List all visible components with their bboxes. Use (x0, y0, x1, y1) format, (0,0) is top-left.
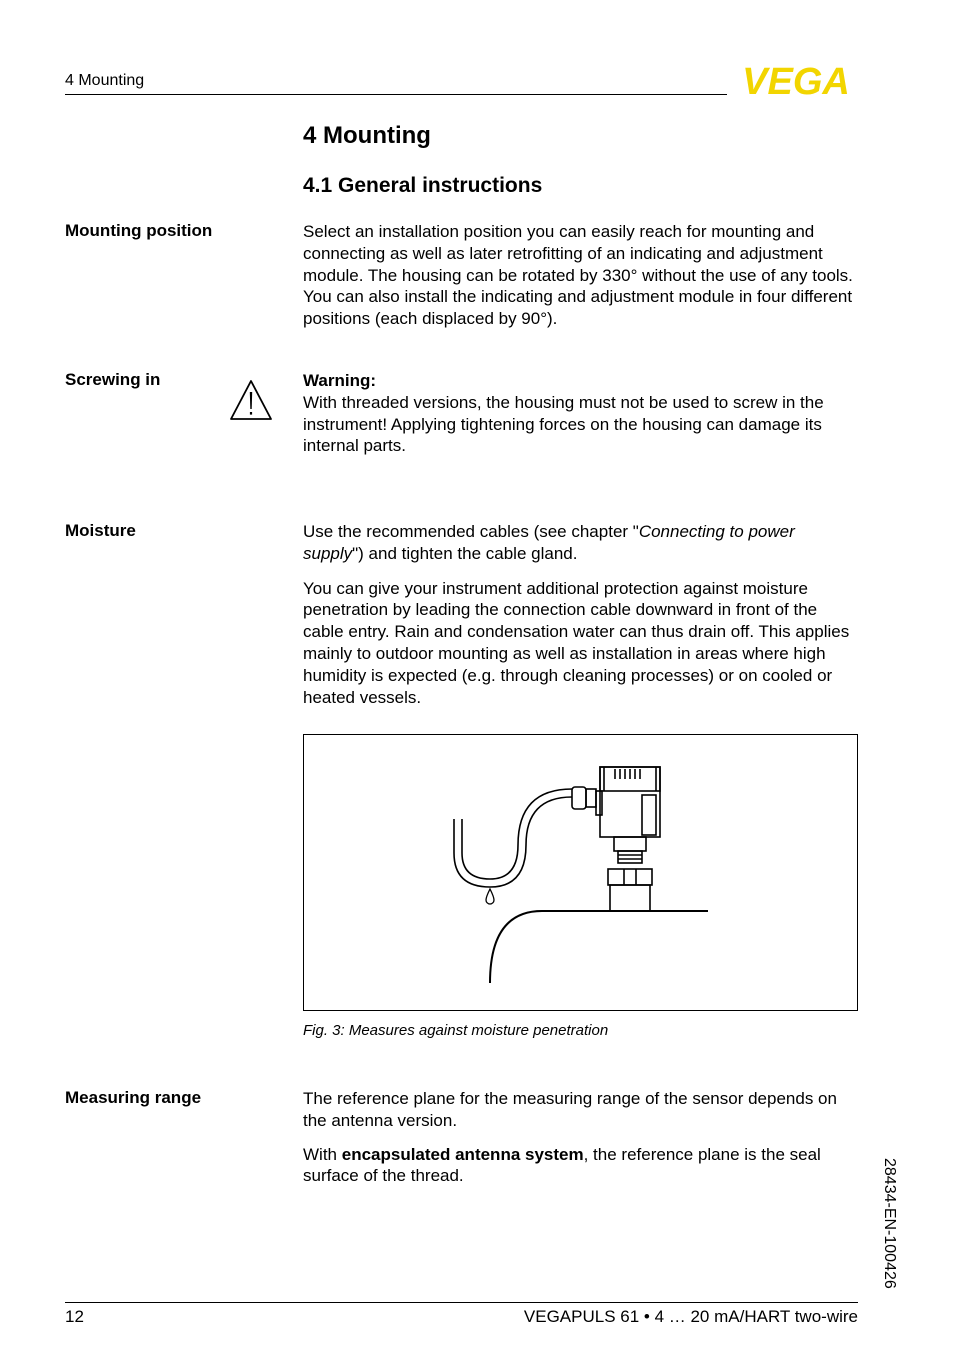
mounting-position-label: Mounting position (65, 221, 213, 240)
moisture-paragraph-1: Use the recommended cables (see chapter "Connecting to power supply") and tighten the cable gland. (303, 522, 795, 563)
vega-logo (734, 64, 858, 98)
figure-moisture-penetration (303, 734, 858, 1011)
chapter-reference: Connecting to power supply (303, 522, 795, 563)
moisture-label: Moisture (65, 521, 136, 540)
header-divider (65, 94, 727, 95)
mounting-position-text (303, 221, 859, 330)
moisture-text (303, 521, 859, 708)
warning-triangle-icon (229, 379, 273, 421)
product-name: VEGAPULS 61 • 4 … 20 mA/HART two-wire (523, 1307, 858, 1326)
warning-title: Warning: (303, 371, 377, 390)
page-number: 12 (65, 1307, 84, 1326)
running-header: 4 Mounting (65, 72, 145, 89)
sensor-drawing (304, 735, 857, 1010)
measuring-range-paragraph-1: The reference plane for the measuring range of the sensor depends on the antenna version. (303, 1089, 837, 1130)
measuring-range-label: Measuring range (65, 1088, 202, 1107)
warning-paragraph: With threaded versions, the housing must not be used to screw in the instrument! Applying tightening forces on the housing can damage its internal parts. (303, 392, 824, 456)
moisture-paragraph-2: You can give your instrument additional protection against moisture penetration by leading the connection cable downward in front of the cable entry. Rain and condensation water can thus drain off. This applies mainly to outdoor mounting as well as installation in areas where high humidity is expected (e.g. through cleaning processes) or on cooled or heated vessels. (303, 578, 850, 707)
document-code: 28434-EN-100426 (881, 1158, 898, 1289)
measuring-range-paragraph-2: With encapsulated antenna system, the reference plane is the seal surface of the thread. (303, 1144, 821, 1186)
section-title: 4.1 General instructions (303, 174, 543, 197)
mounting-position-paragraph: Select an installation position you can easily reach for mounting and connecting as well as later retrofitting of an indicating and adjustment module. The housing can be rotated by 330° without the use of any tools. You can also install the indicating and adjustment module in four different positions (each displaced by 90°). (303, 222, 853, 329)
screwing-in-text (303, 370, 859, 457)
antenna-system-term: encapsulated antenna system (341, 1144, 584, 1164)
chapter-title: 4 Mounting (303, 122, 431, 149)
water-drop-icon (486, 889, 494, 904)
footer-divider (65, 1302, 858, 1303)
measuring-range-text (303, 1088, 859, 1187)
svg-text:VEGA: VEGA (742, 64, 850, 98)
screwing-in-label: Screwing in (65, 370, 161, 389)
figure-caption: Fig. 3: Measures against moisture penetration (303, 1022, 609, 1039)
